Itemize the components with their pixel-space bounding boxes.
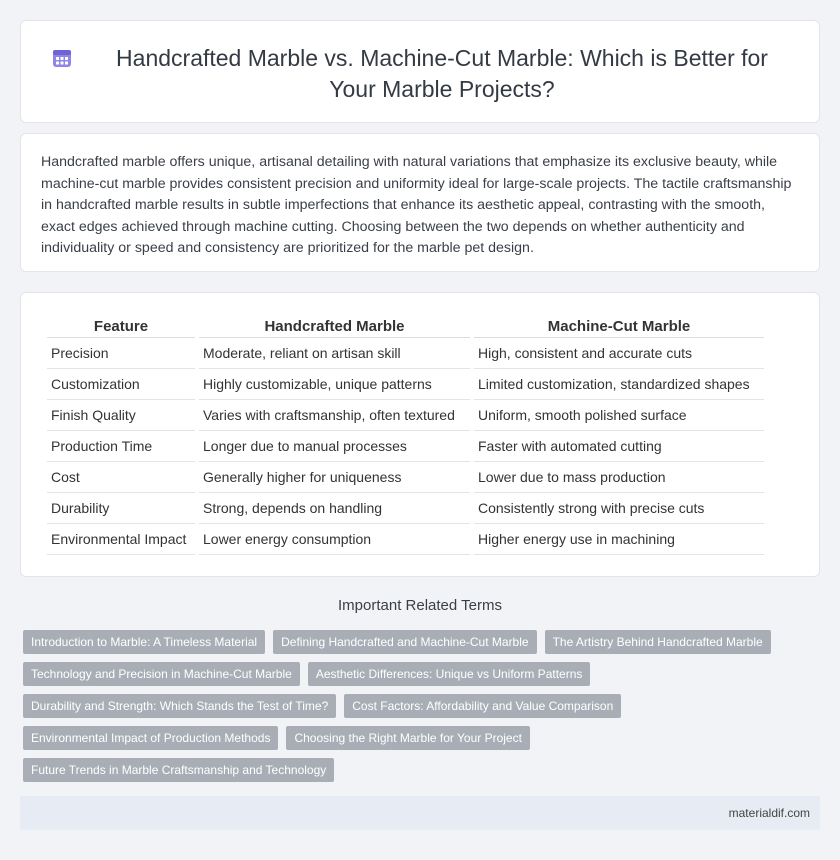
handcrafted-cell: Varies with craftsmanship, often textured — [199, 400, 470, 431]
header-machine-cut: Machine-Cut Marble — [474, 316, 764, 338]
machine-cut-cell: High, consistent and accurate cuts — [474, 338, 764, 369]
handcrafted-cell: Moderate, reliant on artisan skill — [199, 338, 470, 369]
table-row — [47, 524, 764, 555]
related-terms-heading: Important Related Terms — [338, 597, 502, 614]
handcrafted-cell: Strong, depends on handling — [199, 493, 470, 524]
intro-paragraph: Handcrafted marble offers unique, artisanal detailing with natural variations that emphasize its exclusive beauty, while machine-cut marble provides consistent precision and uniformity ideal for large-scale projects. The tactile craftsmanship in handcrafted marble results in subtle imperfections that enhance its aesthetic appeal, contrasting with the smooth, exact edges achieved through machine cutting. Choosing between the two depends on whether authenticity and individuality or speed and consistency are prioritized for the marble pet design. — [41, 154, 792, 257]
related-term-link[interactable]: Technology and Precision in Machine-Cut Marble — [23, 662, 300, 686]
feature-cell: Customization — [47, 369, 195, 400]
handcrafted-cell: Highly customizable, unique patterns — [199, 369, 470, 400]
related-term-link[interactable]: Environmental Impact of Production Methods — [23, 726, 278, 750]
related-term-link[interactable]: The Artistry Behind Handcrafted Marble — [545, 630, 771, 654]
table-header-row — [47, 316, 764, 338]
footer-bar — [20, 796, 820, 830]
feature-cell: Precision — [47, 338, 195, 369]
title-card — [20, 20, 820, 123]
related-term-link[interactable]: Defining Handcrafted and Machine-Cut Marble — [273, 630, 536, 654]
intro-card — [20, 133, 820, 272]
table-row — [47, 431, 764, 462]
comparison-table — [43, 316, 768, 555]
handcrafted-cell: Lower energy consumption — [199, 524, 470, 555]
related-term-link[interactable]: Choosing the Right Marble for Your Project — [286, 726, 529, 750]
header-feature: Feature — [47, 316, 195, 338]
site-name-link[interactable]: materialdif.com — [728, 806, 810, 820]
machine-cut-cell: Lower due to mass production — [474, 462, 764, 493]
feature-cell: Durability — [47, 493, 195, 524]
calendar-grid-icon — [51, 47, 73, 69]
machine-cut-cell: Faster with automated cutting — [474, 431, 764, 462]
related-term-link[interactable]: Aesthetic Differences: Unique vs Uniform Patterns — [308, 662, 591, 686]
machine-cut-cell: Consistently strong with precise cuts — [474, 493, 764, 524]
related-term-link[interactable]: Cost Factors: Affordability and Value Comparison — [344, 694, 621, 718]
table-row — [47, 369, 764, 400]
table-row — [47, 462, 764, 493]
machine-cut-cell: Uniform, smooth polished surface — [474, 400, 764, 431]
handcrafted-cell: Generally higher for uniqueness — [199, 462, 470, 493]
machine-cut-cell: Limited customization, standardized shapes — [474, 369, 764, 400]
feature-cell: Environmental Impact — [47, 524, 195, 555]
machine-cut-cell: Higher energy use in machining — [474, 524, 764, 555]
handcrafted-cell: Longer due to manual processes — [199, 431, 470, 462]
table-row — [47, 493, 764, 524]
page-title: Handcrafted Marble vs. Machine-Cut Marble: Which is Better for Your Marble Projects? — [116, 45, 768, 102]
feature-cell: Cost — [47, 462, 195, 493]
related-term-link[interactable]: Future Trends in Marble Craftsmanship and Technology — [23, 758, 334, 782]
feature-cell: Finish Quality — [47, 400, 195, 431]
table-row — [47, 338, 764, 369]
feature-cell: Production Time — [47, 431, 195, 462]
header-handcrafted: Handcrafted Marble — [199, 316, 470, 338]
related-terms-list — [23, 630, 823, 790]
related-term-link[interactable]: Durability and Strength: Which Stands the Test of Time? — [23, 694, 336, 718]
related-term-link[interactable]: Introduction to Marble: A Timeless Material — [23, 630, 265, 654]
comparison-card — [20, 292, 820, 577]
table-row — [47, 400, 764, 431]
